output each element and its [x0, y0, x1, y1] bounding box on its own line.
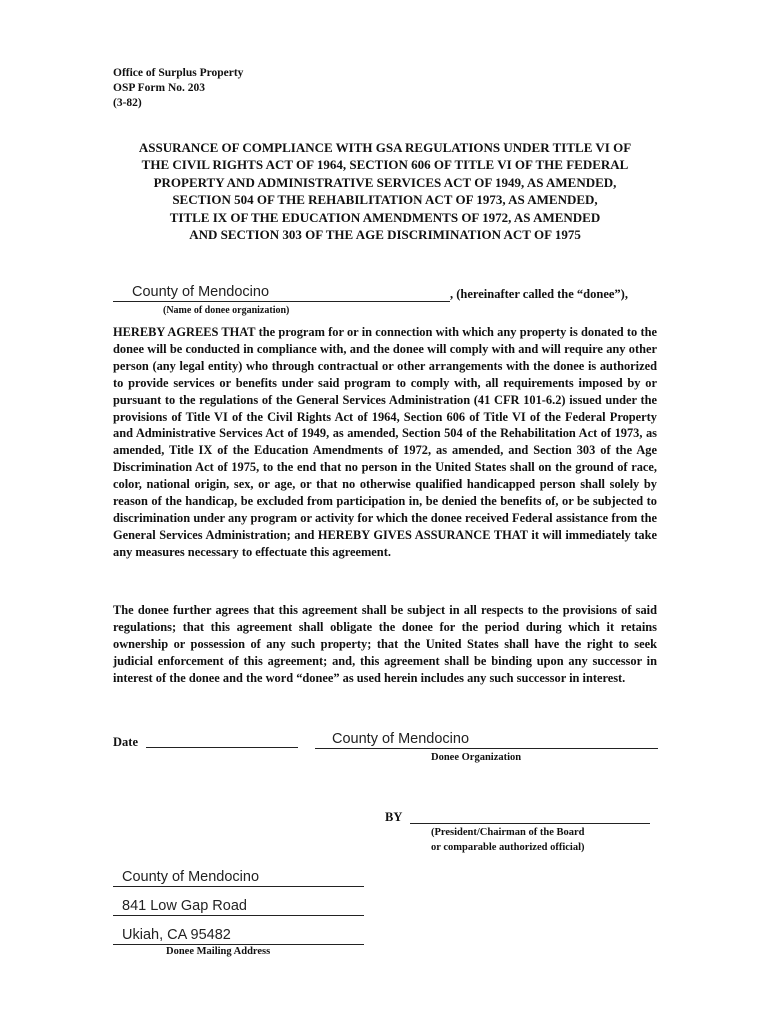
- hereby-gives-assurance: HEREBY GIVES ASSURANCE THAT: [317, 527, 528, 542]
- address-line-1-value: County of Mendocino: [122, 869, 260, 885]
- title-line-5: TITLE IX OF THE EDUCATION AMENDMENTS OF 1972, AS AMENDED: [169, 209, 601, 225]
- successor-paragraph: The donee further agrees that this agreement shall be subject in all respects to the provisions of said regulations; that this agreement shall obligate the donee for the period during which it retains ownership or possession of any such property; that the United States shall have the right to seek judicial enforcement of this agreement; and, this agreement shall be binding upon any successor in interest of the donee and the word “donee” as used herein includes any such successor in interest.: [113, 603, 657, 685]
- office-name: Office of Surplus Property: [113, 67, 244, 79]
- form-revision: (3-82): [113, 97, 142, 109]
- address-line-3-value: Ukiah, CA 95482: [122, 927, 231, 943]
- donee-organization-field[interactable]: [315, 730, 658, 749]
- signer-caption-line-2: or comparable authorized official): [431, 842, 585, 853]
- donee-name-value: County of Mendocino: [132, 284, 270, 300]
- title-line-4: SECTION 504 OF THE REHABILITATION ACT OF 1973, AS AMENDED,: [172, 192, 598, 208]
- date-field[interactable]: [146, 729, 298, 748]
- by-label: BY: [385, 810, 403, 824]
- donee-name-field[interactable]: [113, 283, 450, 302]
- document-title: [100, 139, 670, 243]
- donee-organization-caption: Donee Organization: [431, 752, 522, 763]
- address-line-2-value: 841 Low Gap Road: [122, 898, 247, 914]
- signer-caption: [431, 825, 585, 855]
- title-line-2: THE CIVIL RIGHTS ACT OF 1964, SECTION 606 OF TITLE VI OF THE FEDERAL: [141, 157, 629, 173]
- donee-suffix: , (hereinafter called the “donee”),: [450, 287, 628, 301]
- agreement-text: the program for or in connection with which any property is donated to the donee will be conducted in compliance with, and the donee will comply with and will require any other person (any legal entity) who through contractual or other arrangements with the donee is authorized to provide services or benefits under said program to comply with, all requirements imposed by or pursuant to the regulations of the General Services Administration (41 CFR 101-6.2) issued under the provisions of Title VI of the Civil Rights Act of 1964, Section 606 of Title VI of the Federal Property and Administrative Services Act of 1949, as amended, Section 504 of the Rehabilitation Act of 1973, as amended, Title IX of the Education Amendments of 1972, as amended, and Section 303 of the Age Discrimination Act of 1975, to the end that no person in the United States shall on the ground of race, color, national origin, sex, or age, or that no otherwise qualified handicapped person shall solely by reason of the handicap, be excluded from participation in, be denied the benefits of, or be subjected to discrimination under any program or activity for which the donee received Federal assistance from the General Services Administration; and: [113, 325, 657, 542]
- donee-organization-value: County of Mendocino: [332, 731, 470, 747]
- signer-caption-line-1: (President/Chairman of the Board: [431, 827, 585, 838]
- title-line-6: AND SECTION 303 OF THE AGE DISCRIMINATION ACT OF 1975: [189, 227, 581, 243]
- address-line-3-field[interactable]: [113, 926, 364, 945]
- hereby-agrees-lead: HEREBY AGREES THAT: [113, 325, 256, 339]
- address-line-1-field[interactable]: [113, 868, 364, 887]
- signature-field[interactable]: [410, 805, 650, 824]
- form-header: [113, 66, 243, 111]
- title-line-3: PROPERTY AND ADMINISTRATIVE SERVICES ACT OF 1949, AS AMENDED,: [153, 174, 617, 190]
- agreement-text-end: it will immediately take any measures necessary to effectuate this agreement.: [113, 527, 657, 559]
- form-number: OSP Form No. 203: [113, 82, 205, 94]
- address-line-2-field[interactable]: [113, 897, 364, 916]
- title-line-1: ASSURANCE OF COMPLIANCE WITH GSA REGULATIONS UNDER TITLE VI OF: [138, 140, 632, 155]
- donee-name-caption: (Name of donee organization): [163, 305, 290, 316]
- date-label: Date: [113, 735, 138, 749]
- mailing-address-caption: Donee Mailing Address: [166, 946, 271, 957]
- agreement-paragraph: [113, 324, 657, 561]
